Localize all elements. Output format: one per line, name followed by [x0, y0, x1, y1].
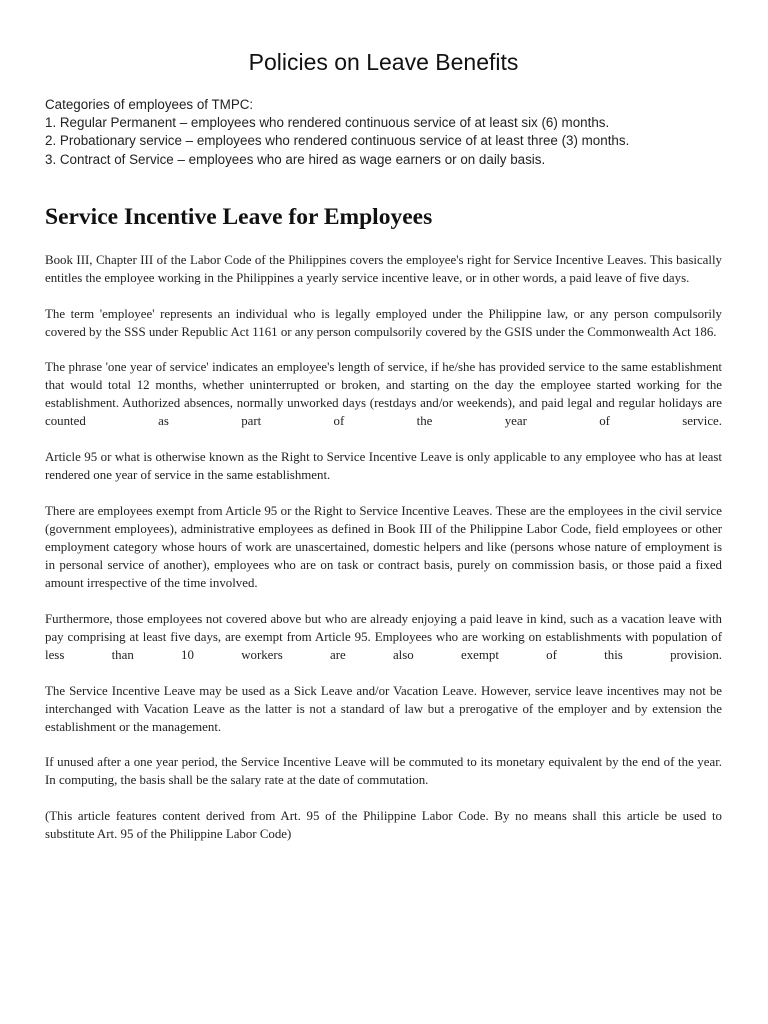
paragraph-exemptions: There are employees exempt from Article 95 or the Right to Service Incentive Leaves. These are the employees in the civil service (government employees), administrative employees as defined in Book III of the Philippine Labor Code, field employees or other employment category whose hours of work are unascertained, domestic helpers and like (persons whose nature of employment is in personal service of another), employees who are on task or contract basis, purely on commission basis, or those paid a fixed amount irrespective of the time involved.: [45, 503, 722, 591]
paragraph-further-exemptions: Furthermore, those employees not covered above but who are already enjoying a paid leave in kind, such as a vacation leave with pay comprising at least five days, are exempt from Article 95. Employees who are working on establishments with population of less than 10 workers are also exempt of this provision.: [45, 611, 722, 662]
paragraph-usage: The Service Incentive Leave may be used as a Sick Leave and/or Vacation Leave. However, service leave incentives may not be interchanged with Vacation Leave as the latter is not a standard of law but a prerogative of the employer and by extension the establishment or the management.: [45, 683, 722, 734]
document-page: [45, 0, 722, 861]
category-item-regular: 1. Regular Permanent – employees who rendered continuous service of at least six (6) months.: [45, 115, 610, 131]
categories-heading: Categories of employees of TMPC:: [45, 97, 254, 112]
section-title: Service Incentive Leave for Employees: [45, 203, 433, 230]
document-title: Policies on Leave Benefits: [248, 49, 519, 75]
paragraph-year-of-service: The phrase 'one year of service' indicates an employee's length of service, if he/she has provided service to the same establishment that would total 12 months, whether uninterrupted or broken, and starting on the day the employee started working for the establishment. Authorized absences, normally unworked days (restdays and/or weekends), and paid legal and regular holidays are counted as part of the year of service.: [45, 360, 722, 429]
employee-categories: [45, 96, 722, 169]
category-item-contract: 3. Contract of Service – employees who are hired as wage earners or on daily basis.: [45, 151, 546, 167]
paragraph-employee-definition: The term 'employee' represents an individual who is legally employed under the Philippine law, or any person compulsorily covered by the SSS under Republic Act 1161 or any person compulsorily covered by the GSIS under the Commonwealth Act 186.: [45, 306, 722, 339]
section-body: [45, 251, 722, 843]
paragraph-disclaimer: (This article features content derived from Art. 95 of the Philippine Labor Code. By no means shall this article be used to substitute Art. 95 of the Philippine Labor Code): [45, 808, 722, 842]
paragraph-commutation: If unused after a one year period, the Service Incentive Leave will be commuted to its monetary equivalent by the end of the year. In computing, the basis shall be the salary rate at the date of commutation.: [45, 755, 722, 788]
paragraph-intro: Book III, Chapter III of the Labor Code of the Philippines covers the employee's right for Service Incentive Leaves. This basically entitles the employee working in the Philippines a yearly service incentive leave, or in other words, a paid leave of five days.: [45, 252, 722, 285]
paragraph-article-95: Article 95 or what is otherwise known as the Right to Service Incentive Leave is only applicable to any employee who has at least rendered one year of service in the same establishment.: [45, 450, 722, 483]
category-item-probationary: 2. Probationary service – employees who rendered continuous service of at least three (3) months.: [45, 133, 630, 149]
